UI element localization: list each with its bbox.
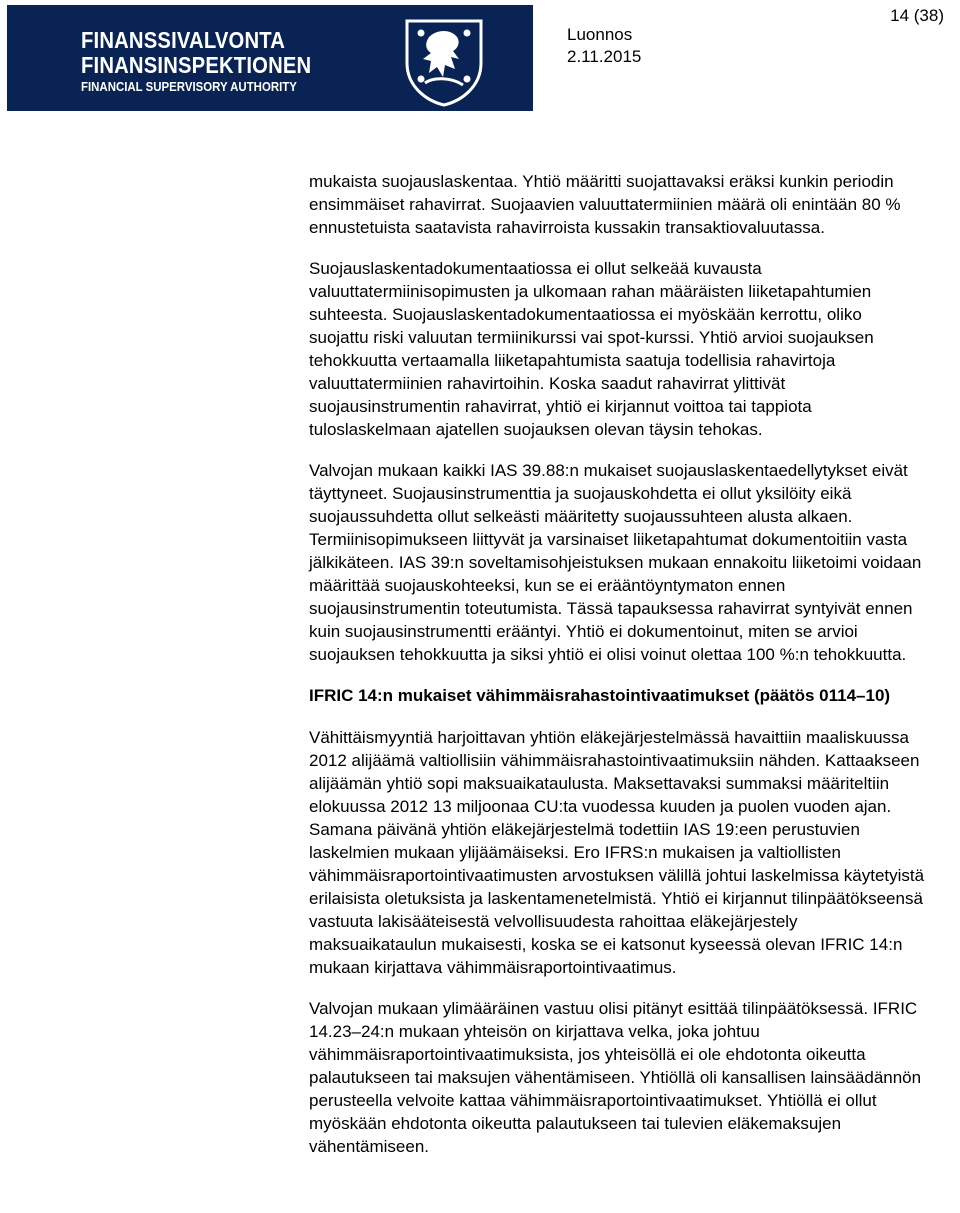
logo-line-english: FINANCIAL SUPERVISORY AUTHORITY: [81, 79, 297, 94]
page-number: 14 (38): [890, 6, 944, 25]
logo-line-finnish: FINANSSIVALVONTA: [81, 27, 286, 53]
section-heading: IFRIC 14:n mukaiset vähimmäisrahastointivaatimukset (päätös 0114–10): [309, 686, 891, 705]
document-date: 2.11.2015: [567, 47, 642, 66]
finnish-lion-crest-icon: [399, 15, 489, 107]
document-body: [309, 170, 925, 1176]
paragraph-1: mukaista suojauslaskentaa. Yhtiö määritti suojattavaksi eräksi kunkin periodin ensimmäiset rahavirrat. Suojaavien valuuttatermiinien määrä oli enintään 80 % ennustetuista saatavista rahavirroista kussakin transaktiovaluutassa.: [309, 172, 901, 237]
paragraph-4: Vähittäismyyntiä harjoittavan yhtiön eläkejärjestelmässä havaittiin maaliskuussa 2012 alijäämä valtiollisiin vähimmäisrahastointivaatimuksiin nähden. Kattaakseen alijäämän yhtiö sopi maksuaikataulusta. Maksettavaksi summaksi määriteltiin elokuussa 2012 13 miljoonaa CU:ta vuodessa kuuden ja puolen vuoden ajan. Samana päivänä yhtiön eläkejärjestelmä todettiin IAS 19:een perustuvien laskelmien mukaan ylijäämäiseksi. Ero IFRS:n mukaisen ja valtiollisten vähimmäisraportointivaatimusten arvostuksen välillä johtui laskelmissa käytetyistä erilaisista oletuksista ja laskentamenetelmistä. Yhtiö ei kirjannut tilinpäätökseensä vastuuta lakisääteisestä velvollisuudesta rahoittaa eläkejärjestely maksuaikataulun mukaisesti, koska se ei katsonut kyseessä olevan IFRIC 14:n mukaan kirjattava vähimmäisraportointivaatimus.: [309, 728, 925, 977]
paragraph-2: Suojauslaskentadokumentaatiossa ei ollut selkeää kuvausta valuuttatermiinisopimusten ja ulkomaan rahan määräisten liiketapahtumien suhteesta. Suojauslaskentadokumentaatiossa ei myöskään kerrottu, oliko suojattu riski valuutan termiinikurssi vai spot-kurssi. Yhtiö arvioi suojauksen tehokkuutta vertaamalla liiketapahtumista saatuja todellisia rahavirtoja valuuttatermiinien rahavirtoihin. Koska saadut rahavirrat ylittivät suojausinstrumentin rahavirrat, yhtiö ei kirjannut voittoa tai tappiota tuloslaskelmaan ajatellen suojauksen olevan täysin tehokas.: [309, 259, 874, 439]
logo-wordmark: [81, 28, 343, 96]
logo-banner: [7, 5, 533, 111]
document-status: [567, 24, 641, 68]
paragraph-5: Valvojan mukaan ylimääräinen vastuu olisi pitänyt esittää tilinpäätöksessä. IFRIC 14.23–24:n mukaan yhteisön on kirjattava velka, joka johtuu vähimmäisraportointivaatimuksista, jos yhteisöllä ei ole ehdotonta oikeutta palautukseen tai maksujen vähentämiseen. Yhtiöllä oli kansallisen lainsäädännön perusteella velvoite kattaa vähimmäisraportointivaatimukset. Yhtiöllä ei ollut myöskään ehdotonta oikeutta palautukseen tai tulevien eläkemaksujen vähentämiseen.: [309, 999, 922, 1156]
draft-label: Luonnos: [567, 25, 633, 44]
logo-line-swedish: FINANSINSPEKTIONEN: [81, 52, 312, 78]
paragraph-3: Valvojan mukaan kaikki IAS 39.88:n mukaiset suojauslaskentaedellytykset eivät täyttyneet. Suojausinstrumenttia ja suojauskohdetta ei ollut yksilöity eikä suojaussuhdetta ollut selkeästi määritetty suojaussuhteen alusta alkaen. Termiinisopimukseen liittyvät ja varsinaiset liiketapahtumat dokumentoitiin vasta jälkikäteen. IAS 39:n soveltamisohjeistuksen mukaan ennakoitu liiketoimi voidaan määrittää suojauskohteeksi, kun se ei erääntöyntymaton ennen suojausinstrumentin toteutumista. Tässä tapauksessa rahavirrat syntyivät ennen kuin suojausinstrumentti erääntyi. Yhtiö ei dokumentoinut, miten se arvioi suojauksen tehokkuutta ja siksi yhtiö ei olisi voinut olettaa 100 %:n tehokkuutta.: [309, 461, 922, 664]
